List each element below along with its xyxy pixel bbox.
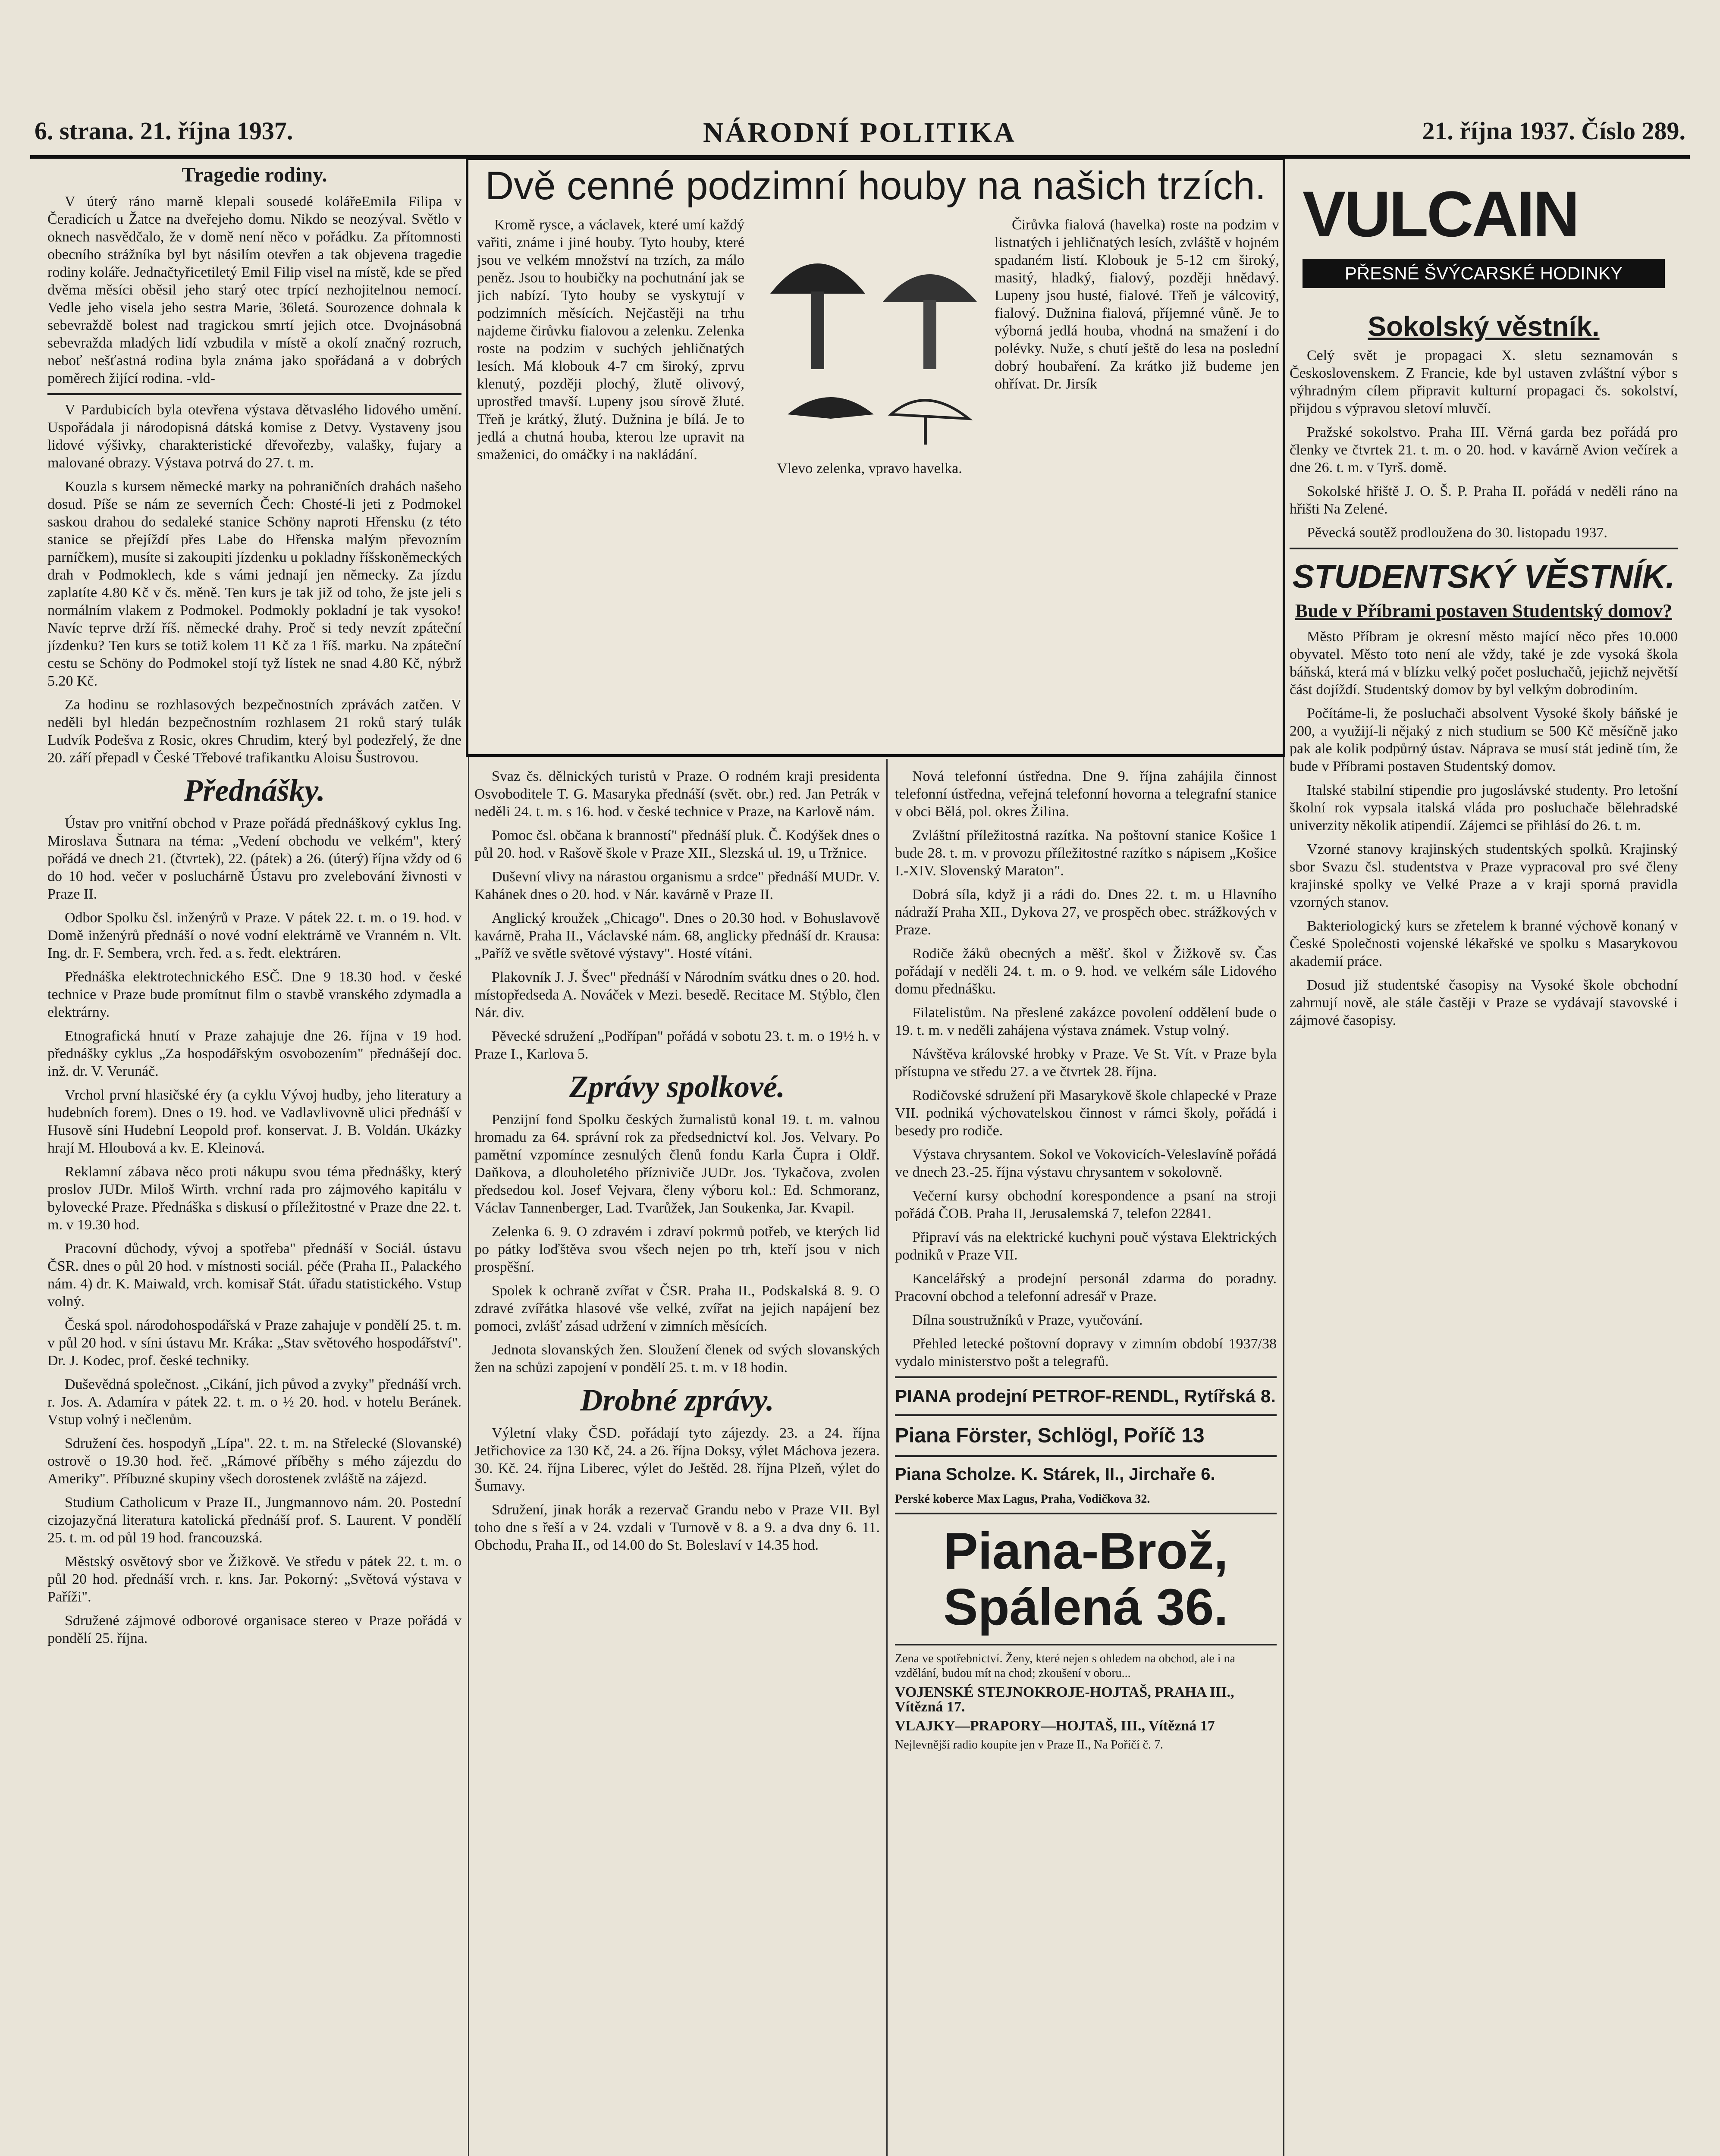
news-item: Kouzla s kursem německé marky na pohraničních drahách našeho dosud. Píše se nám ze severních Čech: Chosté-li jeti z Podmokel saskou drahou do sedaleké stanice Schöny naproti Hřensku (z této stanice se přejíždí přes Labe do Hřenska malým převozním parníčkem), musíte si zakoupiti jízdenku u pokladny říšskoněmeckých drah v Podmoklech, kde s vámi jednají jen německy. Za jízdu zaplatíte 4.80 Kč v čs. měně. Ten kurs je tak již od toho, že jste jeli s normálním vlakem z Podmokel. Podmokly pokladní je tak vysoko! Navíc teprve drží říš. německé drahy. Proč si tedy nevzít zpáteční jízdenku? Ten kurs se totiž kolem 11 Kč za 1 říš. marku. Na zpáteční cestu se Schöny do Podmokel stojí tyž lístek ne snad 4.80 Kč, nýbrž 5.20 Kč. — [47, 479, 461, 689]
news-item: Návštěva královské hrobky v Praze. Ve St. Vít. v Praze byla přístupna ve středu 27. a ve čtvrtek 28. října. — [895, 1046, 1277, 1080]
news-item: Zvláštní příležitostná razítka. Na poštovní stanice Košice 1 bude 28. t. m. v provozu příležitostné razítko s nápisem „Košice I.-XIV. Slovenský Maraton". — [895, 827, 1277, 879]
club-news-item: Jednota slovanských žen. Sloužení členek od svých slovanských žen na schůzi zapojení v pondělí 25. t. m. v 18 hodin. — [474, 1342, 880, 1376]
news-item: Přehled letecké poštovní dopravy v zimním období 1937/38 vydalo ministerstvo pošt a telegrafů. — [895, 1336, 1277, 1369]
column-3 — [895, 768, 1277, 2156]
ad-radio: Nejlevnější radio koupíte jen v Praze II., Na Poříčí č. 7. — [895, 1738, 1164, 1752]
column-2 — [474, 768, 880, 2156]
article-title-tragedie: Tragedie rodiny. — [182, 163, 327, 186]
ad-scholze: Piana Scholze. K. Stárek, II., Jirchaře 6. — [895, 1465, 1215, 1484]
studentsky-title: STUDENTSKÝ VĚSTNÍK. — [1292, 558, 1675, 595]
lecture-item: Sdružené zájmové odborové organisace stereo v Praze pořádá v pondělí 25. října. — [47, 1613, 461, 1646]
news-item: Připraví vás na elektrické kuchyni pouč výstava Elektrických podniků v Praze VII. — [895, 1229, 1277, 1263]
lecture-item: Reklamní zábava něco proti nákupu svou téma přednášky, který proslov JUDr. Miloš Wirth. vrchní rada pro zájmového kapitálu v bylovecké Praze. Přednáška s diskusí o příležitostné v Praze dne 22. t. m. v 19.30 hod. — [47, 1164, 461, 1233]
news-item: Rodičovské sdružení při Masarykově škole chlapecké v Praze VII. podniká výchovatelskou činnost v rámci školy, pořádá i besedy pro rodiče. — [895, 1087, 1277, 1139]
sokol-title: Sokolský věstník. — [1368, 311, 1600, 342]
lecture-item: Odbor Spolku čsl. inženýrů v Praze. V pátek 22. t. m. o 19. hod. v Domě inženýrů přednáší o nové vodní elektrárně ve Vranném n. Vlt. Ing. dr. F. Sembera, vrch. řed. a s. ředt. elektráren. — [47, 910, 461, 961]
news-item: Dílna soustružníků v Praze, vyučování. — [912, 1312, 1143, 1328]
news-item: Pomoc čsl. občana k branností" přednáší pluk. Č. Kodýšek dnes o půl 20. hod. v Rašově škole v Praze XII., Slezská ul. 19, u Tržnice. — [474, 827, 880, 861]
page-number: 6. strana. 21. října 1937. — [35, 117, 293, 145]
mushroom-text-left: Kromě rysce, a václavek, které umí každý vařiti, známe i jiné houby. Tyto houby, které jsou ve velkém množství na trzích, za málo peněz. Jsou to houbičky na pochutnání jak se jich nabízí. Tyto houby se vyskytují v podzimních měsících. Nejčastěji na trhu najdeme čirůvku fialovou a zelenku. Zelenka roste na podzim v suchých jehličnatých lesích. Má klobouk 4-7 cm široký, zprvu klenutý, později plochý, žlutě olivový, uprostřed tmavší. Lupeny jsou sírově žluté. Třeň je krátký, žlutý. Dužnina je bílá. Je to jedlá a chutná houba, kterou lze upravit na smaženici, do omáčky i na nakládání. — [477, 217, 744, 463]
sokol-item: Pražské sokolstvo. Praha III. Věrná garda bez pořádá pro členky ve čtvrtek 21. t. m. o 20. hod. v kavárně Avion večírek a dne 26. t. m. v Tyrš. domě. — [1290, 424, 1678, 476]
masthead: NÁRODNÍ POLITIKA — [703, 117, 1016, 148]
news-item: Nová telefonní ústředna. Dne 9. října zahájila činnost telefonní ústředna, veřejná telefonní hovorna a telegrafní stanice v obci Bělá, pol. okres Žilina. — [895, 768, 1277, 820]
student-item: Vzorné stanovy krajinských studentských spolků. Krajinský sbor Svazu čsl. studentstva v Praze vypracoval pro své členy krajinské spolky ve Velké Praze a v kraji sporná pravidla vzorných stanov. — [1290, 841, 1678, 910]
student-item: Italské stabilní stipendie pro jugoslávské studenty. Pro letošní školní rok vypsala italská vláda pro posluchače bělehradské univerzity několik atipendií. Zájemci se přihlásí do 26. t. m. — [1290, 782, 1678, 834]
section-title-prednasky: Přednášky. — [184, 773, 325, 808]
divider — [47, 393, 461, 395]
student-item: Počítáme-li, že posluchači absolvent Vysoké školy báňské je 200, a využijí-li nějaký z nich studium se 500 Kč měsíčně jako pak ale kolik podpůrný ústav. Náprava se musí stát jedině tím, že bude v Příbrami postaven Studentský domov. — [1290, 705, 1678, 774]
mushroom-caption: Vlevo zelenka, vpravo havelka. — [777, 461, 962, 476]
mushroom-zelenka-icon — [770, 263, 865, 369]
lecture-item: Městský osvětový sbor ve Žižkově. Ve středu v pátek 22. t. m. o půl 20 hod. přednáší vrch. r. kns. Jar. Pokorný: „Světová výstava v Paříži". — [47, 1554, 461, 1605]
sokol-item: Celý svět je propagaci X. sletu seznamován s Československem. Z Francie, kde byl ustaven zvláštní výbor s výhradným cílem připravit kulturní propagaci čs. sokolství, přijdou s výpravou sletoví mluvčí. — [1290, 348, 1678, 417]
student-item: Dosud již studentské časopisy na Vysoké škole obchodní zahrnují nově, ale stále častěji v Praze se vydávají stavovské i zájmové časopisy. — [1290, 977, 1678, 1028]
divider — [1290, 548, 1678, 549]
ad-forster: Piana Förster, Schlögl, Poříč 13 — [895, 1424, 1205, 1447]
ad-petrof: PIANA prodejní PETROF-RENDL, Rytířská 8. — [895, 1386, 1276, 1406]
news-item: Večerní kursy obchodní korespondence a psaní na stroji pořádá ČOB. Praha II, Jerusalemská 7, telefon 22841. — [895, 1188, 1277, 1222]
short-news-item: Výletní vlaky ČSD. pořádají tyto zájezdy. 23. a 24. října Jetřichovice za 130 Kč, 24. a 26. října Doksy, výlet Máchova jezera. 30. Kč. 24. října Liberec, výlet do Ještěd. 28. října Plzeň, výlet do Šumavy. — [474, 1425, 880, 1494]
news-item: Pěvecké sdružení „Podřípan" pořádá v sobotu 23. t. m. o 19½ h. v Praze I., Karlova 5. — [474, 1028, 880, 1062]
lecture-item: Vrchol první hlasičské éry (a cyklu Vývoj hudby, jeho literatury a hudebních forem). Dnes o 19. hod. ve Vadlavlivovně ulici přednáší v Husově síni Hudební Leopold prof. konservat. J. B. Voldán. Ukázky hrají M. Hloubová a kv. E. Kleinová. — [47, 1087, 461, 1156]
article-body-tragedie: V úterý ráno marně klepali sousedé kolářeEmila Filipa v Čeradicích u Žatce na dveřejeho domu. Nikdo se neozýval. Světlo v oknech nasvědčalo, že v domě není něco v pořádku. Za přítomnosti obecního strážníka byl byt násilím otevřen a tak objevena tragedie rodiny koláře. Jednačtyřicetiletý Emil Filip visel na místě, kde se před dvěma měsíci oběsil jeho starý otec trpící nezhojitelnou nemocí. Vedle jeho visela jeho sestra Marie, 36letá. Sourozence dohnala k sebevraždě bolest nad tragickou smrtí jejich otce. Dvojnásobná sebevražda mladých lidí vzbudila v místě a okolí značný rozruch, neboť nešťastná rodina byla známa jako spořádaná a v dobrých poměrech žijící rodina. -vld- — [47, 194, 461, 386]
lecture-item: Přednáška elektrotechnického ESČ. Dne 9 18.30 hod. v české technice v Praze bude promítnut film o stavbě vranského zdymadla a elektrárny. — [47, 969, 461, 1020]
ad-koberce: Perské koberce Max Lagus, Praha, Vodičkova 32. — [895, 1492, 1150, 1506]
mushroom-underside-icon — [788, 397, 969, 445]
divider — [895, 1414, 1277, 1416]
sokol-item: Sokolské hřiště J. O. Š. P. Praha II. pořádá v neděli ráno na hřišti Na Zelené. — [1290, 483, 1678, 517]
news-item: Dobrá síla, když ji a rádi do. Dnes 22. t. m. u Hlavního nádraží Praha XII., Dykova 27, ve prospěch obec. strážkových v Praze. — [895, 887, 1277, 938]
page-header — [30, 108, 1690, 159]
short-news-item: Sdružení, jinak horák a rezervač Grandu nebo v Praze VII. Byl toho dne s řeší a v 24. vzdali v Turnově v 8. a 9. a dva dny 6. 11. Obchodu, Praha II., od 14.00 do St. Boleslaví v 14.35 hod. — [474, 1502, 880, 1553]
column-4 — [1290, 160, 1678, 2156]
lecture-item: Etnografická hnutí v Praze zahajuje dne 26. října v 19 hod. přednášky cyklus „Za hospodářským osvobozením" přednášejí doc. inž. dr. V. Verunáč. — [47, 1028, 461, 1079]
divider — [895, 1513, 1277, 1514]
issue-date: 21. října 1937. Číslo 289. — [1422, 117, 1685, 145]
vulcain-logo: VULCAIN — [1303, 178, 1578, 250]
ad-small-text: Zena ve spotřebnictví. Ženy, které nejen s ohledem na obchod, ale i na vzdělání, budou mít na chod; zkoušení v oboru... — [895, 1652, 1235, 1680]
club-news-item: Zelenka 6. 9. O zdravém i zdraví pokrmů potřeb, ve kterých lid po pátky loďštěva svou všech nejen po trh, kteří jsou v nich prospěšní. — [474, 1224, 880, 1275]
divider — [895, 1376, 1277, 1378]
news-item: Výstava chrysantem. Sokol ve Vokovicích-Veleslavíně pořádá ve dnech 23.-25. října výstavu chrysantem v sokolovně. — [895, 1147, 1277, 1180]
mushroom-text-right: Čirůvka fialová (havelka) roste na podzim v listnatých i jehličnatých lesích, zvláště v hojném spadaném listí. Klobouk je 5-12 cm široký, masitý, hladký, fialový, později hnědavý. Lupeny jsou husté, fialové. Třeň je válcovitý, fialový. Dužnina fialová, příjemné vůně. Je to výborná jedlá houba, vhodná na smažení i do polévky. Nuže, s chutí ještě do lesa na poslední dobrý houbaření. Za krátko již budeme jen ohřívat. Dr. Jirsík — [995, 217, 1279, 392]
lecture-item: Sdružení čes. hospodyň „Lípa". 22. t. m. na Střelecké (Slovanské) ostrově o 19.30 hod. řeč. „Rámové příběhy s mého zájezdu do Ameriky". Příbuzné skupiny všech dorostenek zvláště na zájezd. — [47, 1435, 461, 1487]
news-item: Plakovník J. J. Švec" přednáší v Národním svátku dnes o 20. hod. místopředseda A. Nováček v Mezi. besedě. Recitace M. Stýblo, člen Nár. div. — [474, 969, 880, 1021]
lecture-item: Duševědná společnost. „Cikání, jich původ a zvyky" přednáší vrch. r. Jos. A. Adamíra v pátek 22. t. m. o ½ 20. hod. v hotelu Beránek. Vstup volný i nečlenům. — [47, 1376, 461, 1428]
mushroom-article-box — [466, 157, 1285, 757]
section-title-zpravy-spolkove: Zprávy spolkové. — [569, 1069, 785, 1104]
news-item: Filatelistům. Na přeslené zakázce povolení oddělení bude o 19. t. m. v neděli zahájena výstava známek. Vstup volný. — [895, 1005, 1277, 1038]
column-rule-2 — [886, 759, 888, 2156]
section-title-drobne-zpravy: Drobné zprávy. — [580, 1383, 774, 1417]
news-item: Kancelářský a prodejní personál zdarma do poradny. Pracovní obchod a telefonní adresář v Praze. — [895, 1271, 1277, 1304]
news-item: V Pardubicích byla otevřena výstava dětvaslého lidového umění. Uspořádala ji národopisná dátská komise z Detvy. Vystaveny jsou lidové výšivky, charakteristické dřevořezby, valašky, fujary a malované obrazy. Výstava potrvá do 27. t. m. — [47, 402, 461, 471]
news-item: Za hodinu se rozhlasových bezpečnostních zprávách zatčen. V neděli byl hledán bezpečnostním rozhlasem 21 roků starý tulák Ludvík Podešva z Rosic, okres Chrudim, který byl podezřelý, že dne 20. září přepadl v České Třebové trafikantku Aloisu Šustrovou. — [47, 697, 461, 766]
lecture-item: Česká spol. národohospodářská v Praze zahajuje v pondělí 25. t. m. v půl 20 hod. v síni ústavu Mr. Kráka: „Stav světového hospodářství". Dr. J. Kodec, prof. české techniky. — [47, 1317, 461, 1369]
mushroom-havelka-icon — [882, 274, 977, 369]
column-1 — [47, 160, 461, 2156]
ad-vlajky: VLAJKY—PRAPORY—HOJTAŠ, III., Vítězná 17 — [895, 1718, 1215, 1734]
student-item: Město Příbram je okresní město mající něco přes 10.000 obyvatel. Město toto není ale vždy, také je zde vysoká škola báňská, která má v blízku velký počet posluchačů, jejichž největší část dojíždí. Studentský domov by byl velkým dobrodiním. — [1290, 629, 1678, 698]
lecture-item: Ústav pro vnitřní obchod v Praze pořádá přednáškový cyklus Ing. Miroslava Šutnara na téma: „Vedení obchodu ve velkém", který pořádá ve dnech 21. (čtvrtek), 22. (pátek) a 26. (úterý) října vždy od 6 do 10 hod. večer v posluchárně Ústavu pro zvelebování živnosti v Praze II. — [47, 815, 461, 902]
vulcain-tagline: PŘESNÉ ŠVÝCARSKÉ HODINKY — [1303, 259, 1665, 288]
lecture-item: Pracovní důchody, vývoj a spotřeba" přednáší v Sociál. ústavu ČSR. dnes o půl 20 hod. v místnosti sociál. péče (Praha II., Palackého nám. 4) dr. K. Maiwald, vrch. komisař Stát. úřadu statistického. Vstup volný. — [47, 1241, 461, 1310]
studentsky-subtitle: Bude v Příbrami postaven Studentský domov? — [1295, 600, 1672, 621]
news-item: Duševní vlivy na nárastou organismu a srdce" přednáší MUDr. V. Kahánek dnes o 20. hod. v Nár. kavárně v Praze II. — [474, 869, 880, 903]
lecture-item: Studium Catholicum v Praze II., Jungmannovo nám. 20. Postední cizojazyčná literatura katolická přednáší prof. S. Laurent. V pondělí 25. t. m. od půl 19 hod. francouzská. — [47, 1495, 461, 1546]
sokol-item: Pěvecká soutěž prodloužena do 30. listopadu 1937. — [1307, 525, 1607, 541]
divider — [895, 1644, 1277, 1645]
club-news-item: Penzijní fond Spolku českých žurnalistů konal 19. t. m. valnou hromadu za 64. správní rok za předsednictví kol. Jos. Velvary. Po pamětní vzpomínce zesnulých členů fondu Karla Čupra i Oldř. Daňkova, a dlouholetého přízniviče JUDr. Jos. Tykačova, zvolen předsedou kol. Josef Vejvara, členy výboru kol.: Ed. Schmoranz, Václav Tannenberger, Lad. Tvarůžek, Jan Soukenka, Jar. Kvapil. — [474, 1112, 880, 1216]
ad-piana-broz: Piana-Brož, Spálená 36. — [943, 1522, 1228, 1636]
mushroom-illustration — [753, 216, 986, 526]
club-news-item: Spolek k ochraně zvířat v ČSR. Praha II., Podskalská 8. 9. O zdravé zvířátka hlasové vše velké, zvířat na jejich napájení bez pomoci, zvlášť zásad udržení v zimních měsících. — [474, 1283, 880, 1334]
ad-vojenske: VOJENSKÉ STEJNOKROJE-HOJTAŠ, PRAHA III., Vítězná 17. — [895, 1684, 1234, 1715]
news-item: Anglický kroužek „Chicago". Dnes o 20.30 hod. v Bohuslavově kavárně, Praha II., Václavské nám. 68, anglicky přednáší dr. Krausa: „Paříž ve světle světové výstavy". Hosté vítáni. — [474, 910, 880, 962]
vulcain-ad — [1294, 160, 1673, 302]
news-item: Svaz čs. dělnických turistů v Praze. O rodném kraji presidenta Osvoboditele T. G. Masaryka přednáší (svět. obr.) red. Jan Petrák v neděli 24. t. m. s 16. hod. v české technice v Praze, na Karlově nám. — [474, 768, 880, 820]
divider — [895, 1455, 1277, 1457]
news-item: Rodiče žáků obecných a měšť. škol v Žižkově sv. Čas pořádají v neděli 24. t. m. o 9. hod. ve velkém sále Lidového domu přednášku. — [895, 946, 1277, 997]
student-item: Bakteriologický kurs se zřetelem k branné výchově konaný v České Společnosti vojenské lékařské ve spolku s Masarykovou akademií práce. — [1290, 918, 1678, 969]
mushroom-article-title: Dvě cenné podzimní houby na našich trzích. — [485, 164, 1266, 208]
